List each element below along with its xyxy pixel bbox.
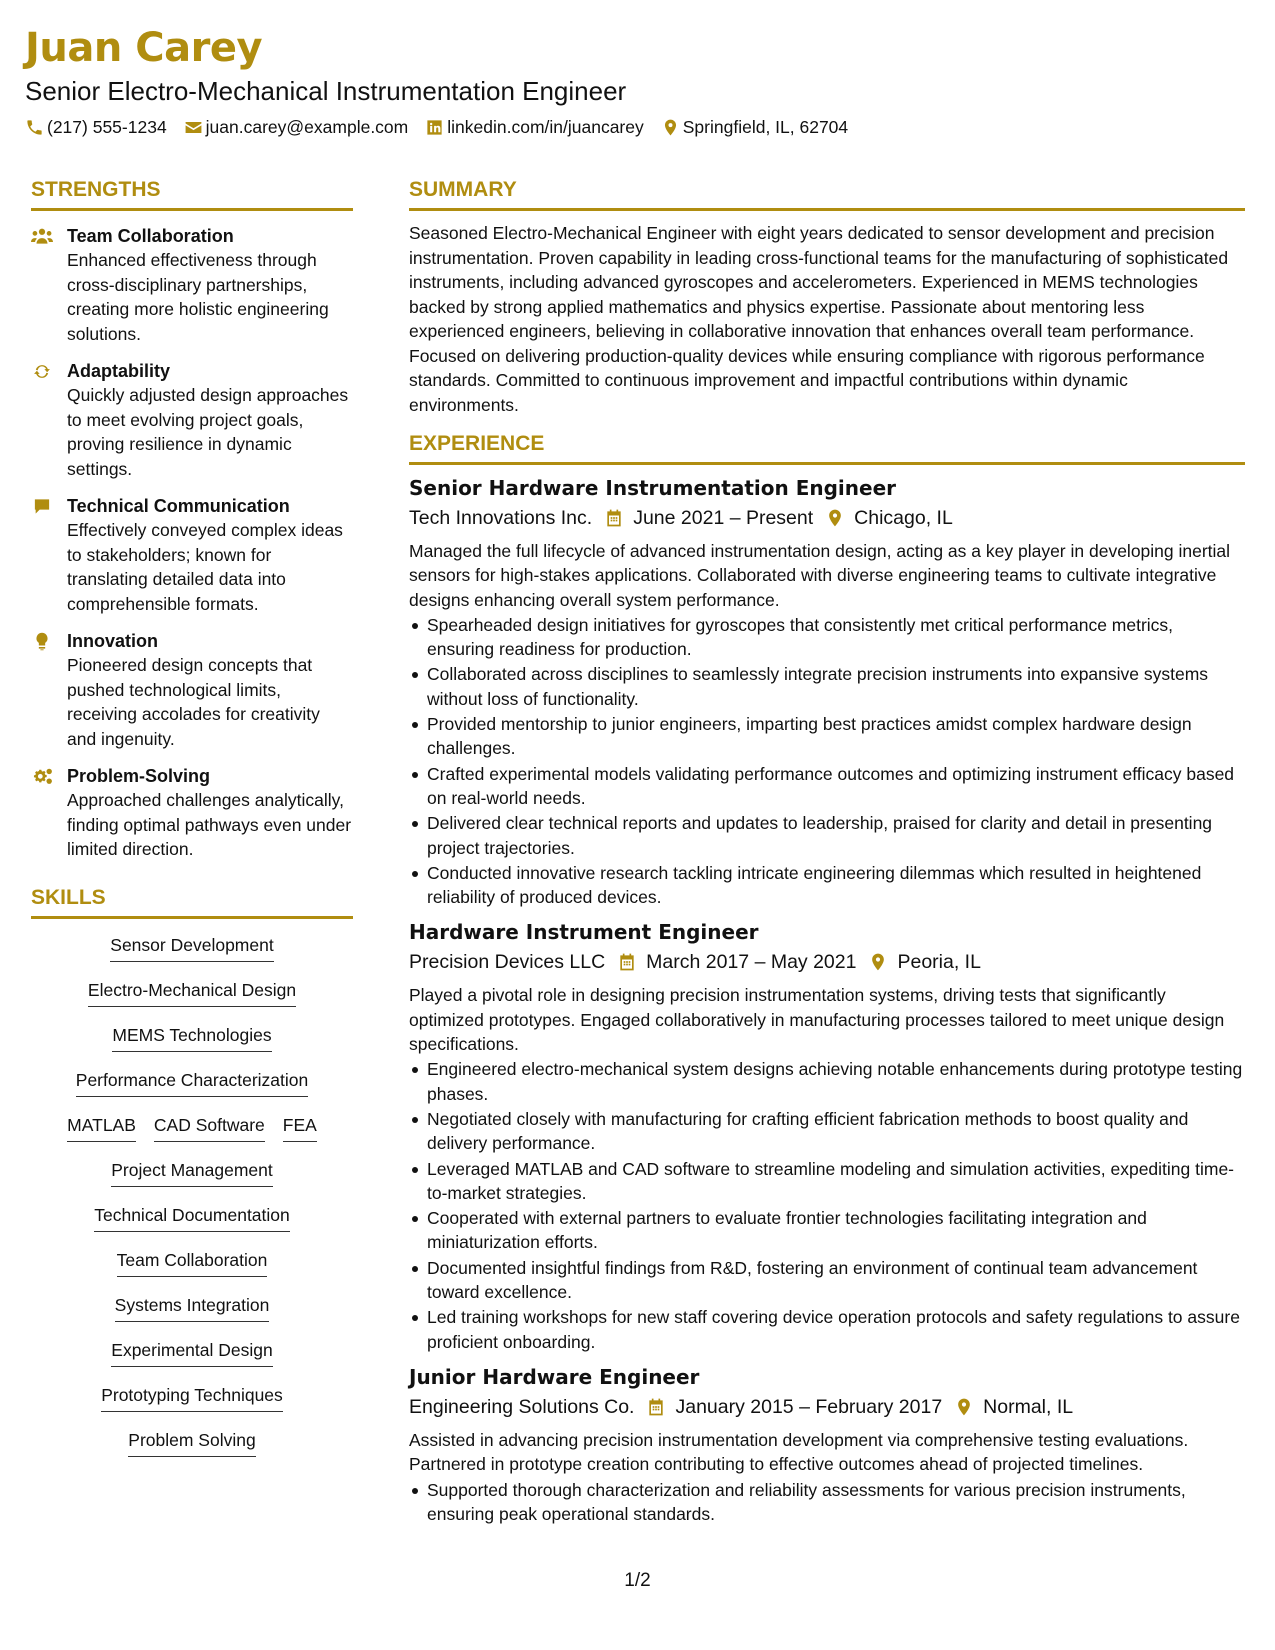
- contact-location: [661, 115, 848, 139]
- candidate-title: Senior Electro-Mechanical Instrumentation Engineer: [25, 76, 627, 106]
- phone-icon: [25, 118, 44, 137]
- strength-item: [31, 224, 353, 346]
- sync-icon: [31, 362, 53, 381]
- job-bullets: [409, 613, 1245, 910]
- cogs-icon: [31, 767, 53, 786]
- experience-heading: EXPERIENCE: [409, 431, 1245, 465]
- job-dates: January 2015 – February 2017: [675, 1395, 943, 1418]
- strength-title: Team Collaboration: [67, 226, 234, 246]
- envelope-icon: [184, 118, 203, 137]
- skill-tag: Team Collaboration: [117, 1248, 268, 1277]
- strength-desc: Pioneered design concepts that pushed technological limits, receiving accolades for creativity and ingenuity.: [67, 655, 320, 749]
- contact-bar: [25, 115, 1245, 139]
- location-text: Springfield, IL, 62704: [682, 117, 849, 137]
- bullet-item: Engineered electro-mechanical system designs achieving notable enhancements during prototype testing phases.: [409, 1057, 1245, 1106]
- contact-phone[interactable]: [25, 115, 167, 139]
- skill-tag: Electro-Mechanical Design: [88, 978, 296, 1007]
- phone-text: (217) 555-1234: [47, 117, 167, 137]
- job-title: Junior Hardware Engineer: [409, 1364, 700, 1389]
- bullet-item: Conducted innovative research tackling intricate engineering dilemmas which resulted in heightened reliability of produced devices.: [409, 861, 1245, 910]
- calendar-icon: [604, 508, 624, 528]
- linkedin-icon: [425, 118, 444, 137]
- job-company: Tech Innovations Inc.: [409, 507, 593, 529]
- skill-row: [101, 1383, 283, 1428]
- job-dates: June 2021 – Present: [633, 507, 814, 529]
- map-marker-icon: [868, 952, 888, 972]
- strength-desc: Enhanced effectiveness through cross-disciplinary partnerships, creating more holistic engineering solutions.: [67, 250, 329, 344]
- strength-title: Technical Communication: [67, 496, 290, 516]
- job-description: Managed the full lifecycle of advanced instrumentation design, acting as a key player in developing inertial sensors for high-stakes applications. Collaborated with diverse engineering teams to cultivate integrative designs enhancing overall system performance.: [409, 541, 1231, 610]
- summary-text: Seasoned Electro-Mechanical Engineer with eight years dedicated to sensor development and precision instrumentation. Proven capability in leading cross-functional teams for the manufacturing of sophisticated instruments, including advanced gyroscopes and accelerometers. Experienced in MEMS technologies backed by strong applied mathematics and physics expertise. Passionate about mentoring less experienced engineers, believing in collaborative innovation that enhances overall team performance. Focused on delivering production-quality devices while ensuring compliance with rigorous performance standards. Committed to continuous improvement and impactful contributions within dynamic environments.: [409, 223, 1229, 415]
- job-location: Chicago, IL: [854, 507, 953, 529]
- job-bullets: [409, 1478, 1245, 1527]
- skill-row: [88, 978, 296, 1023]
- job-entry: [409, 475, 1245, 909]
- skill-tag: Experimental Design: [111, 1338, 272, 1367]
- email-text: juan.carey@example.com: [205, 117, 409, 137]
- job-title: Senior Hardware Instrumentation Engineer: [409, 476, 897, 500]
- job-entry: [409, 919, 1245, 1353]
- skill-tag: Problem Solving: [128, 1428, 255, 1457]
- job-company: Engineering Solutions Co.: [409, 1395, 635, 1418]
- job-meta: [409, 947, 1245, 977]
- bullet-item: Provided mentorship to junior engineers, imparting best practices amidst complex hardware design challenges.: [409, 712, 1245, 761]
- strength-item: [31, 629, 353, 751]
- job-entry: [409, 1364, 1245, 1526]
- experience-list: [409, 475, 1245, 1526]
- skills-heading: SKILLS: [31, 885, 353, 919]
- skill-row: [111, 1338, 272, 1383]
- skill-row: [112, 1023, 271, 1068]
- strength-desc: Approached challenges analytically, finding optimal pathways even under limited direction.: [67, 790, 352, 859]
- skill-tag: Technical Documentation: [94, 1203, 290, 1232]
- bullet-item: Led training workshops for new staff covering device operation protocols and safety regulations to assure proficient onboarding.: [409, 1305, 1245, 1354]
- bullet-item: Negotiated closely with manufacturing for crafting efficient fabrication methods to boost quality and delivery performance.: [409, 1107, 1245, 1156]
- skill-tag: MATLAB: [67, 1113, 136, 1142]
- skill-tag: Systems Integration: [115, 1293, 270, 1322]
- contact-email[interactable]: [184, 115, 409, 139]
- job-location: Peoria, IL: [897, 951, 981, 974]
- job-meta: [409, 503, 1245, 533]
- skill-tag: Performance Characterization: [76, 1068, 308, 1097]
- strength-title: Adaptability: [67, 361, 171, 381]
- strength-desc: Effectively conveyed complex ideas to stakeholders; known for translating detailed data into comprehensible formats.: [67, 520, 343, 614]
- job-description: Played a pivotal role in designing precision instrumentation systems, driving tests that significantly optimized prototypes. Engaged collaboratively in manufacturing processes tailored to meet unique design specifications.: [409, 985, 1225, 1055]
- strength-item: [31, 359, 353, 481]
- lightbulb-icon: [31, 632, 53, 651]
- job-location: Normal, IL: [983, 1395, 1074, 1418]
- skill-row: [76, 1068, 308, 1113]
- bullet-item: Supported thorough characterization and reliability assessments for various precision instruments, ensuring peak operational standards.: [409, 1478, 1245, 1527]
- calendar-icon: [646, 1397, 666, 1417]
- summary-heading: SUMMARY: [409, 177, 1245, 211]
- bullet-item: Leveraged MATLAB and CAD software to streamline modeling and simulation activities, expediting time-to-market strategies.: [409, 1157, 1245, 1206]
- strength-title: Innovation: [67, 631, 158, 651]
- skill-row: [94, 1203, 290, 1248]
- skill-row: [67, 1113, 317, 1158]
- users-icon: [31, 227, 53, 246]
- calendar-icon: [617, 952, 637, 972]
- strength-title: Problem-Solving: [67, 766, 211, 786]
- map-marker-icon: [954, 1397, 974, 1417]
- strength-item: [31, 764, 353, 862]
- strength-desc: Quickly adjusted design approaches to meet evolving project goals, proving resilience in dynamic settings.: [67, 385, 349, 479]
- bullet-item: Delivered clear technical reports and updates to leadership, praised for clarity and detail in presenting project trajectories.: [409, 811, 1245, 860]
- bullet-item: Cooperated with external partners to evaluate frontier technologies facilitating integration and miniaturization efforts.: [409, 1206, 1245, 1255]
- map-marker-icon: [825, 508, 845, 528]
- skill-row: [117, 1248, 268, 1293]
- skills-list: [31, 933, 353, 1473]
- job-dates: March 2017 – May 2021: [646, 951, 857, 974]
- skill-row: [115, 1293, 270, 1338]
- right-column: [409, 177, 1245, 1527]
- left-column: [31, 177, 353, 1473]
- job-meta: [409, 1392, 1245, 1422]
- candidate-name: Juan Carey: [25, 25, 263, 71]
- page-number: 1/2: [624, 1570, 651, 1591]
- comment-icon: [31, 497, 53, 516]
- bullet-item: Spearheaded design initiatives for gyroscopes that consistently met critical performance metrics, ensuring readiness for production.: [409, 613, 1245, 662]
- skill-tag: Sensor Development: [110, 933, 273, 962]
- contact-linkedin[interactable]: [425, 115, 644, 139]
- skill-row: [128, 1428, 255, 1473]
- job-company: Precision Devices LLC: [409, 951, 606, 974]
- skill-tag: MEMS Technologies: [112, 1023, 271, 1052]
- skill-row: [110, 933, 273, 978]
- skill-tag: CAD Software: [154, 1113, 265, 1142]
- skill-tag: FEA: [283, 1113, 317, 1142]
- skill-row: [111, 1158, 272, 1203]
- skill-tag: Project Management: [111, 1158, 272, 1187]
- map-marker-icon: [661, 118, 680, 137]
- resume-header: [25, 22, 1245, 139]
- strength-item: [31, 494, 353, 616]
- bullet-item: Collaborated across disciplines to seamlessly integrate precision instruments into expansive systems without loss of functionality.: [409, 662, 1245, 711]
- job-description: Assisted in advancing precision instrumentation development via comprehensive testing evaluations. Partnered in prototype creation contributing to effective outcomes ahead of projected timelines.: [409, 1429, 1189, 1475]
- skill-tag: Prototyping Techniques: [101, 1383, 283, 1412]
- strengths-heading: STRENGTHS: [31, 177, 353, 211]
- job-title: Hardware Instrument Engineer: [409, 920, 759, 945]
- job-bullets: [409, 1057, 1245, 1354]
- linkedin-text: linkedin.com/in/juancarey: [447, 117, 644, 137]
- bullet-item: Documented insightful findings from R&D, fostering an environment of continual team advancement toward excellence.: [409, 1256, 1245, 1305]
- bullet-item: Crafted experimental models validating performance outcomes and optimizing instrument efficacy based on real-world needs.: [409, 762, 1245, 811]
